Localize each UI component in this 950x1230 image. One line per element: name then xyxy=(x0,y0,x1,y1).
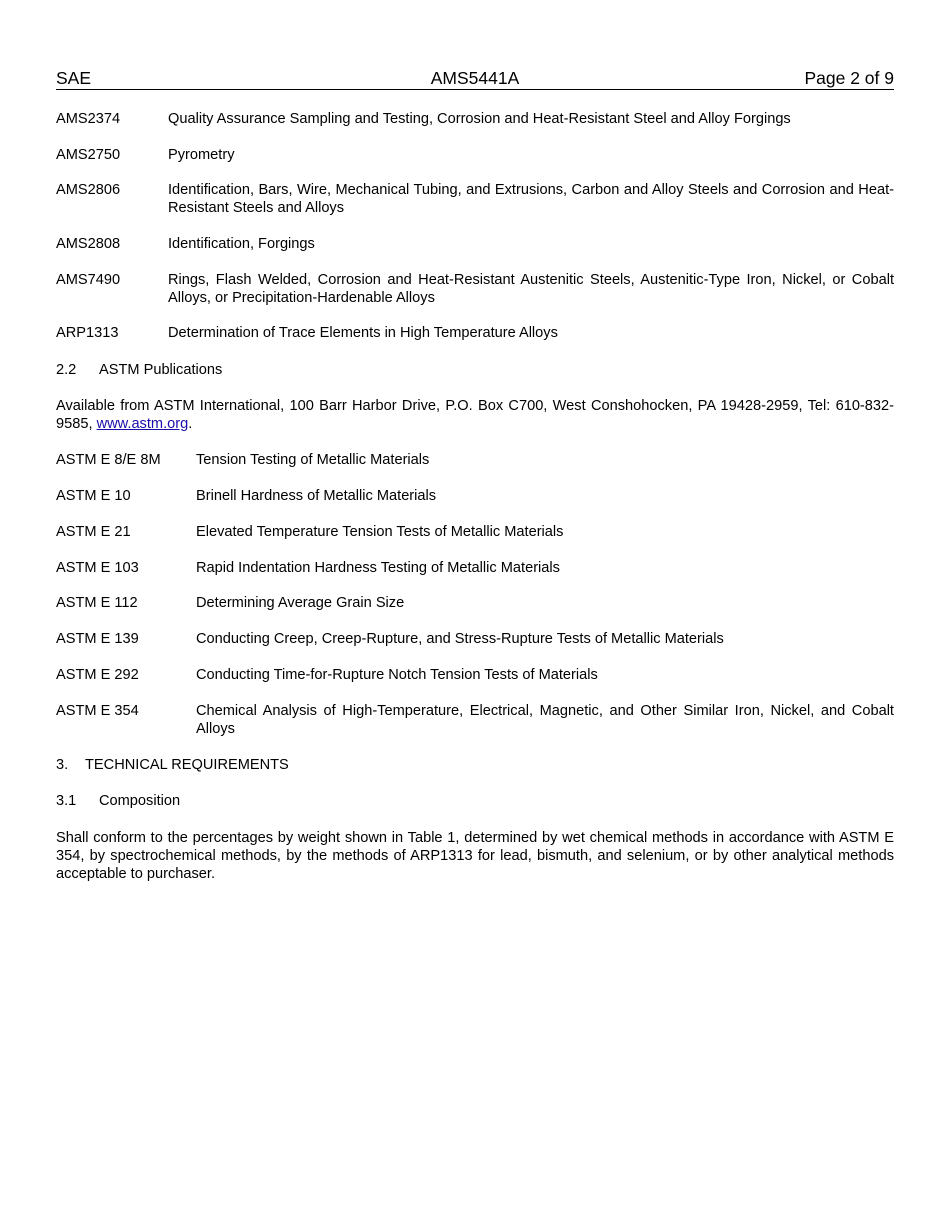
astm-ref-row xyxy=(56,488,894,506)
astm-ref-row xyxy=(56,595,894,613)
astm-availability-paragraph xyxy=(56,398,894,434)
astm-ref-row xyxy=(56,524,894,542)
ref-code: AMS7490 xyxy=(56,272,121,288)
astm-ref-row xyxy=(56,703,894,739)
ref-code: ASTM E 10 xyxy=(56,488,131,504)
ref-code: ASTM E 112 xyxy=(56,595,138,611)
ref-code: ARP1313 xyxy=(56,325,119,341)
ams-ref-row xyxy=(56,272,894,308)
ams-ref-row xyxy=(56,325,894,343)
astm-website-link[interactable]: www.astm.org xyxy=(96,415,189,432)
section-3-1-heading xyxy=(56,793,180,811)
section-title: Composition xyxy=(99,793,181,809)
ref-title: Conducting Time-for-Rupture Notch Tension Tests of Materials xyxy=(196,667,598,683)
ref-title: Pyrometry xyxy=(168,147,235,163)
ref-title: Rings, Flash Welded, Corrosion and Heat-Resistant Austenitic Steels, Austenitic-Type Iron, Nickel, or Cobalt Alloys, or Precipitation-Hardenable Alloys xyxy=(168,272,894,306)
ref-code: ASTM E 292 xyxy=(56,667,139,683)
section-number: 3.1 xyxy=(56,793,77,809)
ref-code: ASTM E 8/E 8M xyxy=(56,452,161,468)
ref-title: Conducting Creep, Creep-Rupture, and Stress-Rupture Tests of Metallic Materials xyxy=(196,631,724,647)
availability-trailing: . xyxy=(188,415,193,432)
header-org: SAE xyxy=(56,68,92,88)
ams-ref-row xyxy=(56,147,894,165)
availability-text: Available from ASTM International, 100 Barr Harbor Drive, P.O. Box C700, West Conshohocken, PA 19428-2959, Tel: 610-832-9585, xyxy=(56,398,894,432)
ams-ref-row xyxy=(56,236,894,254)
header-page-number: Page 2 of 9 xyxy=(804,68,894,88)
section-number: 2.2 xyxy=(56,362,77,378)
ams-ref-row xyxy=(56,182,894,218)
ref-code: AMS2806 xyxy=(56,182,121,198)
ref-code: ASTM E 103 xyxy=(56,560,139,576)
ref-code: ASTM E 354 xyxy=(56,703,139,719)
ref-title: Identification, Forgings xyxy=(168,236,315,252)
ref-title: Brinell Hardness of Metallic Materials xyxy=(196,488,437,504)
ref-code: AMS2808 xyxy=(56,236,121,252)
ref-code: ASTM E 21 xyxy=(56,524,131,540)
ref-title: Determining Average Grain Size xyxy=(196,595,405,611)
ref-title: Quality Assurance Sampling and Testing, Corrosion and Heat-Resistant Steel and Alloy Forgings xyxy=(168,111,791,127)
ref-title: Identification, Bars, Wire, Mechanical Tubing, and Extrusions, Carbon and Alloy Steels and Corrosion and Heat-Resistant Steels and Alloys xyxy=(168,182,894,216)
ref-code: AMS2750 xyxy=(56,147,121,163)
composition-paragraph: Shall conform to the percentages by weight shown in Table 1, determined by wet chemical methods in accordance with ASTM E 354, by spectrochemical methods, by the methods of ARP1313 for lead, bismuth, and selenium, or by other analytical methods acceptable to purchaser. xyxy=(56,830,894,882)
astm-ref-row xyxy=(56,631,894,649)
astm-ref-row xyxy=(56,667,894,685)
ref-title: Determination of Trace Elements in High Temperature Alloys xyxy=(168,325,558,341)
ref-title: Chemical Analysis of High-Temperature, Electrical, Magnetic, and Other Similar Iron, Nickel, and Cobalt Alloys xyxy=(196,703,894,737)
ref-code: AMS2374 xyxy=(56,111,121,127)
header-doc-number: AMS5441A xyxy=(430,68,520,88)
page-header xyxy=(56,68,894,90)
ref-title: Tension Testing of Metallic Materials xyxy=(196,452,430,468)
section-2-2-heading xyxy=(56,362,222,380)
ref-code: ASTM E 139 xyxy=(56,631,139,647)
section-title: TECHNICAL REQUIREMENTS xyxy=(85,757,289,773)
section-3-heading xyxy=(56,757,289,775)
ref-title: Rapid Indentation Hardness Testing of Metallic Materials xyxy=(196,560,560,576)
astm-ref-row xyxy=(56,452,894,470)
astm-ref-row xyxy=(56,560,894,578)
section-number: 3. xyxy=(56,757,69,773)
ams-ref-row xyxy=(56,111,894,129)
ref-title: Elevated Temperature Tension Tests of Metallic Materials xyxy=(196,524,564,540)
section-title: ASTM Publications xyxy=(99,362,223,378)
